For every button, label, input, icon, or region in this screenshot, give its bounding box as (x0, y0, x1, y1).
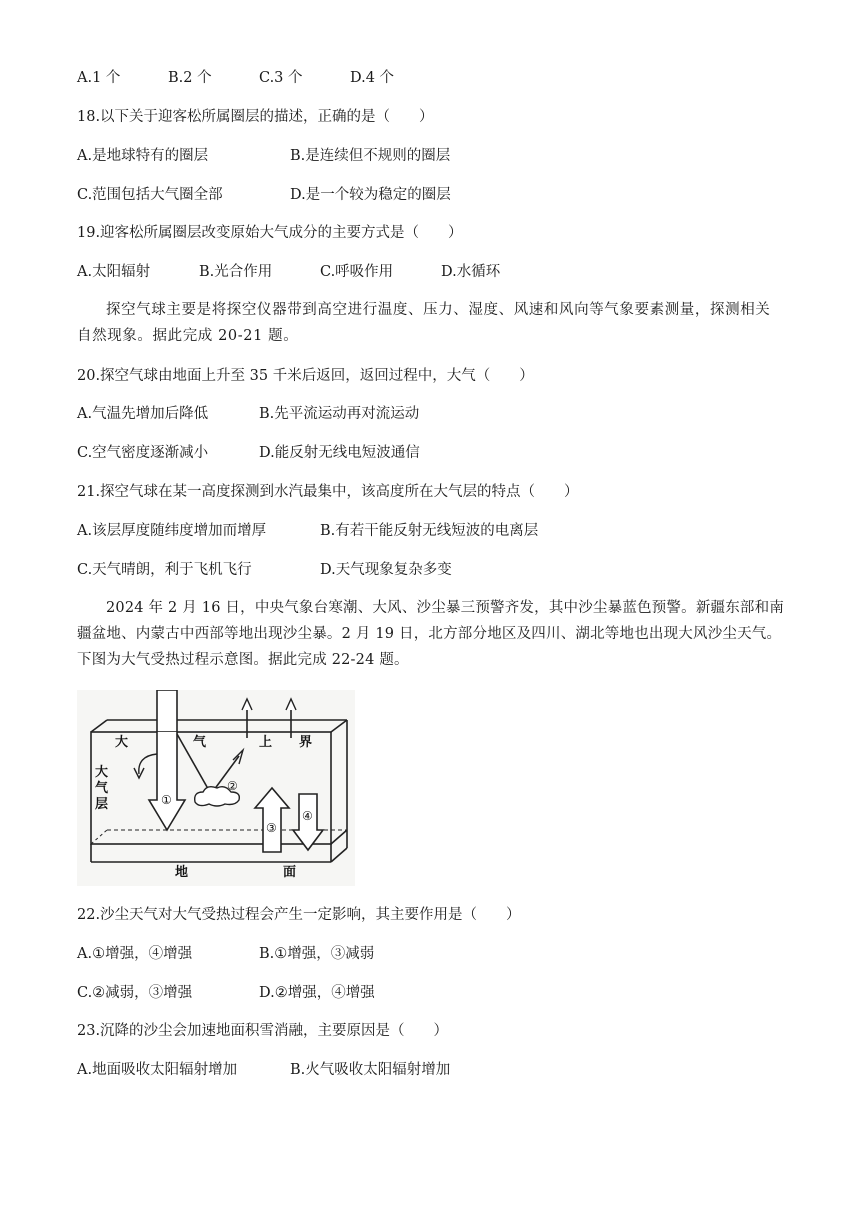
q19-option-d: D.水循环 (441, 264, 501, 280)
q23-option-b: B.火气吸收太阳辐射增加 (290, 1062, 451, 1078)
q20-option-a: A.气温先增加后降低 (77, 406, 209, 422)
marker-1: ① (161, 793, 172, 807)
q17-option-c: C.3 个 (259, 70, 303, 86)
q20-option-b: B.先平流运动再对流运动 (259, 406, 420, 422)
q18-option-d: D.是一个较为稳定的圈层 (290, 187, 451, 203)
q18-stem: 18.以下关于迎客松所属圈层的描述，正确的是（ ） (77, 109, 434, 125)
top-label-char: 上 (259, 735, 273, 750)
top-label-char: 界 (299, 735, 313, 750)
q21-stem: 21.探空气球在某一高度探测到水汽最集中，该高度所在大气层的特点（ ） (77, 484, 579, 500)
marker-3: ③ (266, 821, 277, 835)
marker-4: ④ (302, 809, 313, 823)
q23-option-a: A.地面吸收太阳辐射增加 (77, 1062, 238, 1078)
atmospheric-heating-diagram (77, 690, 355, 886)
passage-dust-storm (77, 595, 785, 673)
q17-option-d: D.4 个 (350, 70, 395, 86)
passage1-line2: 自然现象。据此完成 20-21 题。 (77, 328, 299, 344)
top-label-char: 大 (115, 735, 129, 750)
top-label-char: 气 (193, 735, 207, 750)
marker-2: ② (227, 779, 238, 793)
q20-option-d: D.能反射无线电短波通信 (259, 445, 420, 461)
q18-option-a: A.是地球特有的圈层 (77, 148, 209, 164)
q21-option-c: C.天气晴朗，利于飞机飞行 (77, 562, 252, 578)
q17-option-a: A.1 个 (77, 70, 121, 86)
bottom-label-char: 面 (283, 865, 297, 880)
q19-stem: 19.迎客松所属圈层改变原始大气成分的主要方式是（ ） (77, 225, 463, 241)
q21-option-b: B.有若干能反射无线短波的电离层 (320, 523, 539, 539)
q18-option-b: B.是连续但不规则的圈层 (290, 148, 451, 164)
q17-option-b: B.2 个 (168, 70, 212, 86)
q19-option-a: A.太阳辐射 (77, 264, 151, 280)
q22-option-a: A.①增强，④增强 (77, 946, 193, 962)
q22-option-d: D.②增强，④增强 (259, 985, 375, 1001)
solar-radiation-input (157, 690, 177, 732)
q21-option-d: D.天气现象复杂多变 (320, 562, 452, 578)
q22-option-b: B.①增强，③减弱 (259, 946, 375, 962)
q20-option-c: C.空气密度逐渐减小 (77, 445, 209, 461)
q18-option-c: C.范围包括大气圈全部 (77, 187, 223, 203)
q22-option-c: C.②减弱，③增强 (77, 985, 193, 1001)
passage2-line2: 疆盆地、内蒙古中西部等地出现沙尘暴。2 月 19 日，北方部分地区及四川、湖北等地也出现大风沙尘天气。 (77, 626, 782, 642)
bottom-label-char: 地 (175, 865, 189, 880)
q21-option-a: A.该层厚度随纬度增加而增厚 (77, 523, 267, 539)
q19-option-b: B.光合作用 (199, 264, 273, 280)
side-label-char: 气 (95, 781, 109, 796)
q19-option-c: C.呼吸作用 (320, 264, 394, 280)
q22-stem: 22.沙尘天气对大气受热过程会产生一定影响，其主要作用是（ ） (77, 907, 521, 923)
passage1-line1: 探空气球主要是将探空仪器带到高空进行温度、压力、湿度、风速和风向等气象要素测量，探测相关 (106, 302, 771, 318)
q20-stem: 20.探空气球由地面上升至 35 千米后返回，返回过程中，大气（ ） (77, 368, 534, 384)
passage2-line1: 2024 年 2 月 16 日，中央气象台寒潮、大风、沙尘暴三预警齐发，其中沙尘暴蓝色预警。新疆东部和南 (106, 600, 785, 616)
passage-sounding-balloon (77, 297, 785, 349)
side-label-char: 大 (95, 765, 109, 780)
passage2-line3: 下图为大气受热过程示意图。据此完成 22-24 题。 (77, 652, 409, 668)
q23-stem: 23.沉降的沙尘会加速地面积雪消融，主要原因是（ ） (77, 1023, 449, 1039)
side-label-char: 层 (95, 797, 109, 812)
